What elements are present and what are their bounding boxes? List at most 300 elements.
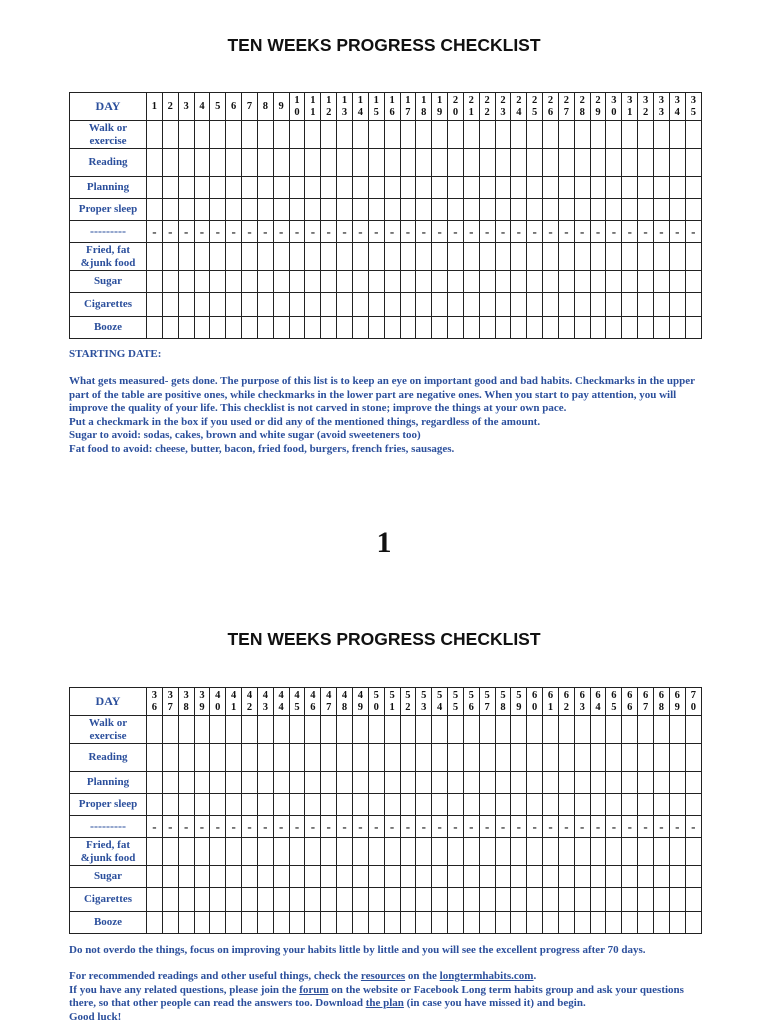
checkbox-cell[interactable] [226, 772, 242, 794]
checkbox-cell[interactable] [527, 744, 543, 772]
checkbox-cell[interactable] [669, 199, 685, 221]
checkbox-cell[interactable] [495, 293, 511, 317]
checkbox-cell[interactable] [194, 744, 210, 772]
checkbox-cell[interactable] [669, 888, 685, 912]
checkbox-cell[interactable] [463, 716, 479, 744]
checkbox-cell[interactable] [305, 794, 321, 816]
checkbox-cell[interactable] [384, 177, 400, 199]
checkbox-cell[interactable] [463, 838, 479, 866]
checkbox-cell[interactable] [368, 317, 384, 339]
checkbox-cell[interactable] [654, 271, 670, 293]
checkbox-cell[interactable] [273, 866, 289, 888]
checkbox-cell[interactable] [337, 199, 353, 221]
checkbox-cell[interactable] [574, 888, 590, 912]
checkbox-cell[interactable] [479, 772, 495, 794]
checkbox-cell[interactable] [479, 177, 495, 199]
checkbox-cell[interactable] [558, 149, 574, 177]
checkbox-cell[interactable] [384, 199, 400, 221]
checkbox-cell[interactable] [352, 271, 368, 293]
checkbox-cell[interactable] [289, 912, 305, 934]
checkbox-cell[interactable] [606, 744, 622, 772]
checkbox-cell[interactable] [669, 838, 685, 866]
checkbox-cell[interactable] [162, 121, 178, 149]
checkbox-cell[interactable] [400, 866, 416, 888]
checkbox-cell[interactable] [463, 293, 479, 317]
checkbox-cell[interactable] [352, 177, 368, 199]
checkbox-cell[interactable] [558, 716, 574, 744]
checkbox-cell[interactable] [273, 716, 289, 744]
checkbox-cell[interactable] [352, 888, 368, 912]
checkbox-cell[interactable] [590, 838, 606, 866]
checkbox-cell[interactable] [448, 317, 464, 339]
checkbox-cell[interactable] [210, 271, 226, 293]
checkbox-cell[interactable] [654, 121, 670, 149]
checkbox-cell[interactable] [242, 177, 258, 199]
checkbox-cell[interactable] [590, 744, 606, 772]
checkbox-cell[interactable] [448, 149, 464, 177]
checkbox-cell[interactable] [289, 199, 305, 221]
checkbox-cell[interactable] [543, 271, 559, 293]
checkbox-cell[interactable] [511, 149, 527, 177]
checkbox-cell[interactable] [400, 838, 416, 866]
checkbox-cell[interactable] [147, 838, 163, 866]
checkbox-cell[interactable] [543, 744, 559, 772]
checkbox-cell[interactable] [574, 271, 590, 293]
checkbox-cell[interactable] [321, 794, 337, 816]
checkbox-cell[interactable] [352, 149, 368, 177]
checkbox-cell[interactable] [400, 271, 416, 293]
checkbox-cell[interactable] [337, 744, 353, 772]
checkbox-cell[interactable] [416, 744, 432, 772]
checkbox-cell[interactable] [622, 293, 638, 317]
checkbox-cell[interactable] [257, 716, 273, 744]
checkbox-cell[interactable] [226, 317, 242, 339]
checkbox-cell[interactable] [289, 744, 305, 772]
checkbox-cell[interactable] [273, 794, 289, 816]
checkbox-cell[interactable] [558, 744, 574, 772]
checkbox-cell[interactable] [337, 293, 353, 317]
forum-link[interactable]: forum [299, 983, 329, 996]
checkbox-cell[interactable] [321, 888, 337, 912]
checkbox-cell[interactable] [400, 794, 416, 816]
checkbox-cell[interactable] [527, 121, 543, 149]
checkbox-cell[interactable] [242, 271, 258, 293]
checkbox-cell[interactable] [321, 866, 337, 888]
checkbox-cell[interactable] [416, 317, 432, 339]
checkbox-cell[interactable] [432, 716, 448, 744]
checkbox-cell[interactable] [511, 271, 527, 293]
checkbox-cell[interactable] [178, 772, 194, 794]
checkbox-cell[interactable] [210, 838, 226, 866]
checkbox-cell[interactable] [574, 744, 590, 772]
checkbox-cell[interactable] [669, 243, 685, 271]
checkbox-cell[interactable] [590, 716, 606, 744]
checkbox-cell[interactable] [527, 838, 543, 866]
checkbox-cell[interactable] [448, 744, 464, 772]
checkbox-cell[interactable] [257, 888, 273, 912]
checkbox-cell[interactable] [638, 293, 654, 317]
checkbox-cell[interactable] [384, 772, 400, 794]
checkbox-cell[interactable] [606, 912, 622, 934]
checkbox-cell[interactable] [273, 772, 289, 794]
checkbox-cell[interactable] [622, 744, 638, 772]
checkbox-cell[interactable] [273, 199, 289, 221]
checkbox-cell[interactable] [638, 866, 654, 888]
checkbox-cell[interactable] [178, 794, 194, 816]
checkbox-cell[interactable] [352, 866, 368, 888]
checkbox-cell[interactable] [162, 888, 178, 912]
checkbox-cell[interactable] [147, 744, 163, 772]
checkbox-cell[interactable] [543, 177, 559, 199]
checkbox-cell[interactable] [289, 838, 305, 866]
checkbox-cell[interactable] [495, 317, 511, 339]
checkbox-cell[interactable] [511, 794, 527, 816]
checkbox-cell[interactable] [210, 317, 226, 339]
checkbox-cell[interactable] [337, 243, 353, 271]
checkbox-cell[interactable] [685, 716, 701, 744]
checkbox-cell[interactable] [147, 716, 163, 744]
checkbox-cell[interactable] [543, 121, 559, 149]
checkbox-cell[interactable] [305, 772, 321, 794]
checkbox-cell[interactable] [257, 912, 273, 934]
checkbox-cell[interactable] [194, 271, 210, 293]
checkbox-cell[interactable] [606, 716, 622, 744]
checkbox-cell[interactable] [638, 243, 654, 271]
checkbox-cell[interactable] [558, 271, 574, 293]
checkbox-cell[interactable] [321, 912, 337, 934]
checkbox-cell[interactable] [210, 177, 226, 199]
checkbox-cell[interactable] [162, 293, 178, 317]
checkbox-cell[interactable] [527, 912, 543, 934]
checkbox-cell[interactable] [432, 912, 448, 934]
checkbox-cell[interactable] [622, 243, 638, 271]
checkbox-cell[interactable] [590, 293, 606, 317]
checkbox-cell[interactable] [289, 317, 305, 339]
checkbox-cell[interactable] [495, 243, 511, 271]
checkbox-cell[interactable] [368, 794, 384, 816]
checkbox-cell[interactable] [574, 866, 590, 888]
checkbox-cell[interactable] [511, 772, 527, 794]
checkbox-cell[interactable] [558, 772, 574, 794]
checkbox-cell[interactable] [384, 744, 400, 772]
checkbox-cell[interactable] [416, 149, 432, 177]
checkbox-cell[interactable] [416, 794, 432, 816]
checkbox-cell[interactable] [147, 149, 163, 177]
checkbox-cell[interactable] [257, 177, 273, 199]
checkbox-cell[interactable] [194, 888, 210, 912]
checkbox-cell[interactable] [463, 888, 479, 912]
checkbox-cell[interactable] [654, 744, 670, 772]
checkbox-cell[interactable] [321, 744, 337, 772]
checkbox-cell[interactable] [606, 317, 622, 339]
checkbox-cell[interactable] [654, 888, 670, 912]
checkbox-cell[interactable] [147, 199, 163, 221]
checkbox-cell[interactable] [337, 866, 353, 888]
checkbox-cell[interactable] [210, 888, 226, 912]
checkbox-cell[interactable] [590, 912, 606, 934]
checkbox-cell[interactable] [638, 888, 654, 912]
checkbox-cell[interactable] [178, 866, 194, 888]
checkbox-cell[interactable] [543, 317, 559, 339]
checkbox-cell[interactable] [162, 271, 178, 293]
checkbox-cell[interactable] [273, 271, 289, 293]
checkbox-cell[interactable] [558, 888, 574, 912]
checkbox-cell[interactable] [273, 888, 289, 912]
checkbox-cell[interactable] [273, 317, 289, 339]
checkbox-cell[interactable] [479, 888, 495, 912]
checkbox-cell[interactable] [685, 177, 701, 199]
checkbox-cell[interactable] [289, 716, 305, 744]
checkbox-cell[interactable] [638, 794, 654, 816]
checkbox-cell[interactable] [321, 772, 337, 794]
checkbox-cell[interactable] [511, 866, 527, 888]
checkbox-cell[interactable] [178, 199, 194, 221]
checkbox-cell[interactable] [400, 772, 416, 794]
checkbox-cell[interactable] [162, 838, 178, 866]
checkbox-cell[interactable] [463, 149, 479, 177]
checkbox-cell[interactable] [495, 716, 511, 744]
checkbox-cell[interactable] [305, 271, 321, 293]
checkbox-cell[interactable] [147, 866, 163, 888]
checkbox-cell[interactable] [622, 794, 638, 816]
checkbox-cell[interactable] [210, 149, 226, 177]
checkbox-cell[interactable] [479, 243, 495, 271]
checkbox-cell[interactable] [400, 177, 416, 199]
checkbox-cell[interactable] [622, 912, 638, 934]
checkbox-cell[interactable] [463, 177, 479, 199]
checkbox-cell[interactable] [527, 772, 543, 794]
checkbox-cell[interactable] [685, 271, 701, 293]
checkbox-cell[interactable] [305, 293, 321, 317]
checkbox-cell[interactable] [669, 177, 685, 199]
checkbox-cell[interactable] [162, 243, 178, 271]
checkbox-cell[interactable] [210, 744, 226, 772]
checkbox-cell[interactable] [574, 149, 590, 177]
checkbox-cell[interactable] [147, 177, 163, 199]
checkbox-cell[interactable] [226, 744, 242, 772]
checkbox-cell[interactable] [337, 317, 353, 339]
checkbox-cell[interactable] [416, 912, 432, 934]
checkbox-cell[interactable] [463, 121, 479, 149]
checkbox-cell[interactable] [495, 866, 511, 888]
checkbox-cell[interactable] [321, 271, 337, 293]
checkbox-cell[interactable] [432, 794, 448, 816]
checkbox-cell[interactable] [368, 271, 384, 293]
checkbox-cell[interactable] [543, 794, 559, 816]
checkbox-cell[interactable] [400, 149, 416, 177]
checkbox-cell[interactable] [352, 243, 368, 271]
checkbox-cell[interactable] [590, 121, 606, 149]
checkbox-cell[interactable] [305, 121, 321, 149]
checkbox-cell[interactable] [289, 243, 305, 271]
checkbox-cell[interactable] [337, 177, 353, 199]
checkbox-cell[interactable] [448, 121, 464, 149]
checkbox-cell[interactable] [432, 177, 448, 199]
checkbox-cell[interactable] [305, 912, 321, 934]
checkbox-cell[interactable] [527, 794, 543, 816]
checkbox-cell[interactable] [147, 888, 163, 912]
checkbox-cell[interactable] [194, 772, 210, 794]
checkbox-cell[interactable] [606, 293, 622, 317]
checkbox-cell[interactable] [194, 794, 210, 816]
checkbox-cell[interactable] [384, 838, 400, 866]
checkbox-cell[interactable] [416, 243, 432, 271]
checkbox-cell[interactable] [368, 716, 384, 744]
checkbox-cell[interactable] [638, 772, 654, 794]
checkbox-cell[interactable] [511, 243, 527, 271]
checkbox-cell[interactable] [527, 149, 543, 177]
checkbox-cell[interactable] [527, 243, 543, 271]
checkbox-cell[interactable] [638, 744, 654, 772]
checkbox-cell[interactable] [352, 716, 368, 744]
checkbox-cell[interactable] [574, 293, 590, 317]
checkbox-cell[interactable] [606, 199, 622, 221]
checkbox-cell[interactable] [638, 838, 654, 866]
checkbox-cell[interactable] [574, 794, 590, 816]
checkbox-cell[interactable] [669, 794, 685, 816]
checkbox-cell[interactable] [590, 888, 606, 912]
checkbox-cell[interactable] [337, 271, 353, 293]
checkbox-cell[interactable] [495, 271, 511, 293]
checkbox-cell[interactable] [289, 772, 305, 794]
checkbox-cell[interactable] [606, 177, 622, 199]
checkbox-cell[interactable] [194, 121, 210, 149]
checkbox-cell[interactable] [511, 744, 527, 772]
checkbox-cell[interactable] [242, 243, 258, 271]
checkbox-cell[interactable] [178, 271, 194, 293]
checkbox-cell[interactable] [654, 838, 670, 866]
checkbox-cell[interactable] [685, 866, 701, 888]
checkbox-cell[interactable] [210, 243, 226, 271]
checkbox-cell[interactable] [416, 716, 432, 744]
checkbox-cell[interactable] [289, 271, 305, 293]
checkbox-cell[interactable] [289, 121, 305, 149]
checkbox-cell[interactable] [147, 271, 163, 293]
checkbox-cell[interactable] [257, 293, 273, 317]
checkbox-cell[interactable] [384, 866, 400, 888]
checkbox-cell[interactable] [448, 271, 464, 293]
checkbox-cell[interactable] [669, 317, 685, 339]
checkbox-cell[interactable] [432, 772, 448, 794]
checkbox-cell[interactable] [606, 866, 622, 888]
checkbox-cell[interactable] [495, 121, 511, 149]
checkbox-cell[interactable] [178, 177, 194, 199]
checkbox-cell[interactable] [321, 121, 337, 149]
checkbox-cell[interactable] [226, 794, 242, 816]
checkbox-cell[interactable] [654, 912, 670, 934]
checkbox-cell[interactable] [432, 293, 448, 317]
checkbox-cell[interactable] [463, 772, 479, 794]
checkbox-cell[interactable] [384, 888, 400, 912]
checkbox-cell[interactable] [590, 199, 606, 221]
checkbox-cell[interactable] [543, 149, 559, 177]
checkbox-cell[interactable] [384, 912, 400, 934]
checkbox-cell[interactable] [543, 912, 559, 934]
checkbox-cell[interactable] [590, 177, 606, 199]
checkbox-cell[interactable] [448, 716, 464, 744]
checkbox-cell[interactable] [463, 271, 479, 293]
checkbox-cell[interactable] [194, 716, 210, 744]
checkbox-cell[interactable] [669, 293, 685, 317]
checkbox-cell[interactable] [558, 912, 574, 934]
checkbox-cell[interactable] [368, 838, 384, 866]
checkbox-cell[interactable] [257, 199, 273, 221]
checkbox-cell[interactable] [495, 772, 511, 794]
checkbox-cell[interactable] [448, 199, 464, 221]
checkbox-cell[interactable] [210, 866, 226, 888]
checkbox-cell[interactable] [305, 177, 321, 199]
checkbox-cell[interactable] [558, 866, 574, 888]
checkbox-cell[interactable] [194, 838, 210, 866]
checkbox-cell[interactable] [432, 888, 448, 912]
checkbox-cell[interactable] [685, 912, 701, 934]
checkbox-cell[interactable] [321, 177, 337, 199]
checkbox-cell[interactable] [479, 317, 495, 339]
checkbox-cell[interactable] [558, 794, 574, 816]
checkbox-cell[interactable] [638, 177, 654, 199]
checkbox-cell[interactable] [574, 177, 590, 199]
checkbox-cell[interactable] [527, 866, 543, 888]
checkbox-cell[interactable] [606, 772, 622, 794]
checkbox-cell[interactable] [337, 912, 353, 934]
checkbox-cell[interactable] [495, 888, 511, 912]
checkbox-cell[interactable] [384, 271, 400, 293]
checkbox-cell[interactable] [416, 121, 432, 149]
checkbox-cell[interactable] [226, 912, 242, 934]
checkbox-cell[interactable] [448, 772, 464, 794]
checkbox-cell[interactable] [289, 293, 305, 317]
checkbox-cell[interactable] [685, 121, 701, 149]
checkbox-cell[interactable] [400, 317, 416, 339]
checkbox-cell[interactable] [147, 912, 163, 934]
checkbox-cell[interactable] [147, 293, 163, 317]
checkbox-cell[interactable] [558, 838, 574, 866]
checkbox-cell[interactable] [685, 293, 701, 317]
checkbox-cell[interactable] [321, 317, 337, 339]
checkbox-cell[interactable] [448, 243, 464, 271]
checkbox-cell[interactable] [622, 888, 638, 912]
checkbox-cell[interactable] [574, 772, 590, 794]
checkbox-cell[interactable] [638, 121, 654, 149]
checkbox-cell[interactable] [352, 317, 368, 339]
checkbox-cell[interactable] [574, 199, 590, 221]
checkbox-cell[interactable] [416, 293, 432, 317]
checkbox-cell[interactable] [543, 866, 559, 888]
checkbox-cell[interactable] [448, 293, 464, 317]
checkbox-cell[interactable] [479, 838, 495, 866]
checkbox-cell[interactable] [495, 177, 511, 199]
checkbox-cell[interactable] [511, 177, 527, 199]
checkbox-cell[interactable] [685, 744, 701, 772]
checkbox-cell[interactable] [685, 199, 701, 221]
checkbox-cell[interactable] [527, 293, 543, 317]
checkbox-cell[interactable] [194, 912, 210, 934]
checkbox-cell[interactable] [337, 794, 353, 816]
checkbox-cell[interactable] [416, 888, 432, 912]
checkbox-cell[interactable] [638, 912, 654, 934]
checkbox-cell[interactable] [638, 716, 654, 744]
checkbox-cell[interactable] [178, 716, 194, 744]
checkbox-cell[interactable] [226, 121, 242, 149]
checkbox-cell[interactable] [622, 271, 638, 293]
checkbox-cell[interactable] [590, 866, 606, 888]
checkbox-cell[interactable] [669, 866, 685, 888]
checkbox-cell[interactable] [400, 243, 416, 271]
checkbox-cell[interactable] [558, 243, 574, 271]
checkbox-cell[interactable] [384, 716, 400, 744]
checkbox-cell[interactable] [257, 121, 273, 149]
checkbox-cell[interactable] [463, 744, 479, 772]
